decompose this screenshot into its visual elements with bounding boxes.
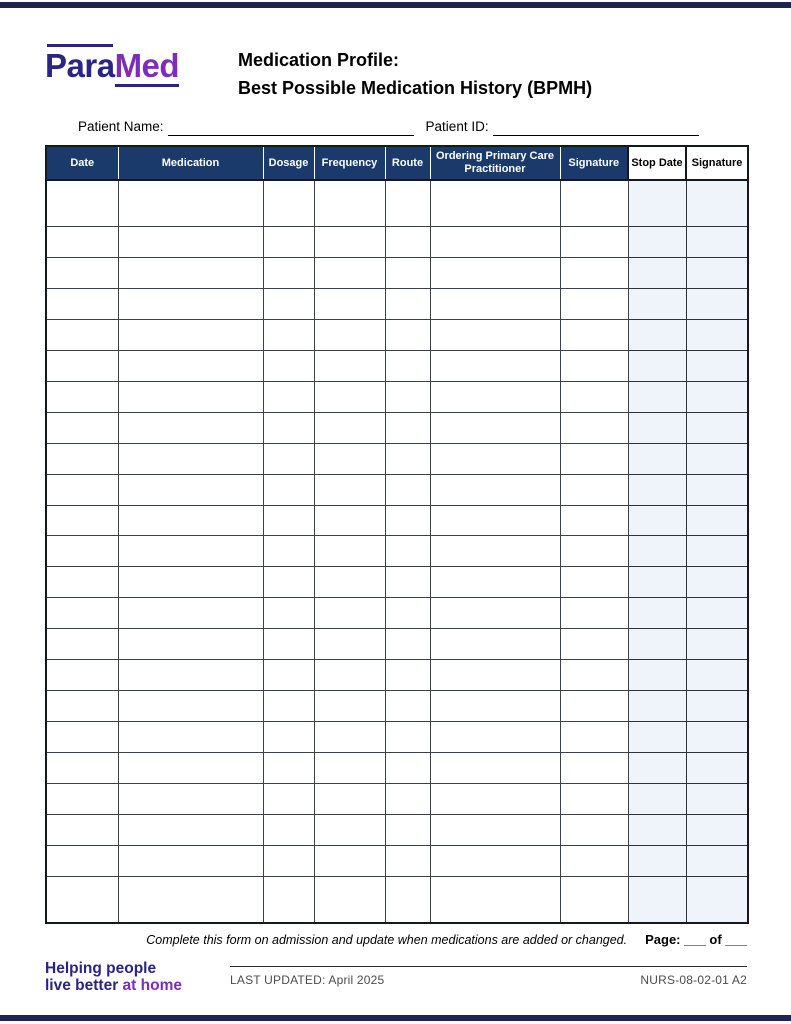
table-row bbox=[46, 474, 748, 505]
cell-route bbox=[385, 226, 430, 257]
cell-frequency bbox=[314, 474, 385, 505]
column-header-dosage: Dosage bbox=[263, 146, 314, 180]
logo-med: Med bbox=[114, 47, 180, 84]
cell-frequency bbox=[314, 598, 385, 629]
cell-date bbox=[46, 474, 118, 505]
page-title bbox=[238, 46, 592, 102]
table-row bbox=[46, 846, 748, 877]
cell-frequency bbox=[314, 629, 385, 660]
table-row bbox=[46, 536, 748, 567]
cell-route bbox=[385, 257, 430, 288]
cell-stop-date bbox=[628, 846, 686, 877]
cell-ordering-primary-care-practitioner bbox=[430, 876, 560, 923]
column-header-medication: Medication bbox=[118, 146, 263, 180]
cell-date bbox=[46, 876, 118, 923]
cell-signature bbox=[560, 815, 628, 846]
cell-dosage bbox=[263, 691, 314, 722]
cell-frequency bbox=[314, 350, 385, 381]
footer-divider bbox=[230, 966, 747, 967]
cell-signature-2 bbox=[686, 257, 748, 288]
table-row bbox=[46, 180, 748, 226]
cell-frequency bbox=[314, 226, 385, 257]
cell-signature bbox=[560, 319, 628, 350]
cell-frequency bbox=[314, 815, 385, 846]
tagline-line-2 bbox=[45, 977, 182, 994]
cell-ordering-primary-care-practitioner bbox=[430, 474, 560, 505]
cell-stop-date bbox=[628, 815, 686, 846]
cell-ordering-primary-care-practitioner bbox=[430, 257, 560, 288]
cell-ordering-primary-care-practitioner bbox=[430, 660, 560, 691]
header-row bbox=[46, 146, 748, 180]
patient-id-label: Patient ID: bbox=[425, 119, 489, 134]
last-updated-text: LAST UPDATED: April 2025 bbox=[230, 973, 385, 987]
cell-route bbox=[385, 474, 430, 505]
cell-stop-date bbox=[628, 660, 686, 691]
cell-ordering-primary-care-practitioner bbox=[430, 784, 560, 815]
cell-frequency bbox=[314, 505, 385, 536]
cell-medication bbox=[118, 350, 263, 381]
cell-stop-date bbox=[628, 629, 686, 660]
medication-table bbox=[45, 145, 749, 924]
cell-signature-2 bbox=[686, 660, 748, 691]
cell-route bbox=[385, 815, 430, 846]
cell-dosage bbox=[263, 257, 314, 288]
cell-signature-2 bbox=[686, 815, 748, 846]
cell-medication bbox=[118, 319, 263, 350]
cell-ordering-primary-care-practitioner bbox=[430, 691, 560, 722]
title-line-1: Medication Profile: bbox=[238, 50, 400, 70]
table-row bbox=[46, 815, 748, 846]
table-row bbox=[46, 443, 748, 474]
cell-signature-2 bbox=[686, 319, 748, 350]
table-row bbox=[46, 722, 748, 753]
cell-dosage bbox=[263, 567, 314, 598]
cell-medication bbox=[118, 629, 263, 660]
table-row bbox=[46, 784, 748, 815]
table-row bbox=[46, 629, 748, 660]
cell-frequency bbox=[314, 722, 385, 753]
table-row bbox=[46, 319, 748, 350]
cell-frequency bbox=[314, 567, 385, 598]
cell-signature-2 bbox=[686, 443, 748, 474]
cell-stop-date bbox=[628, 381, 686, 412]
cell-frequency bbox=[314, 784, 385, 815]
table-row bbox=[46, 660, 748, 691]
cell-dosage bbox=[263, 180, 314, 226]
cell-signature bbox=[560, 257, 628, 288]
cell-ordering-primary-care-practitioner bbox=[430, 226, 560, 257]
cell-stop-date bbox=[628, 319, 686, 350]
cell-route bbox=[385, 846, 430, 877]
cell-ordering-primary-care-practitioner bbox=[430, 753, 560, 784]
cell-ordering-primary-care-practitioner bbox=[430, 598, 560, 629]
cell-stop-date bbox=[628, 691, 686, 722]
cell-dosage bbox=[263, 350, 314, 381]
cell-date bbox=[46, 180, 118, 226]
cell-route bbox=[385, 691, 430, 722]
cell-signature bbox=[560, 598, 628, 629]
cell-frequency bbox=[314, 660, 385, 691]
logo-text bbox=[45, 47, 185, 84]
cell-date bbox=[46, 753, 118, 784]
cell-signature bbox=[560, 226, 628, 257]
cell-stop-date bbox=[628, 536, 686, 567]
cell-date bbox=[46, 288, 118, 319]
cell-frequency bbox=[314, 412, 385, 443]
tagline-line-1: Helping people bbox=[45, 960, 157, 977]
cell-dosage bbox=[263, 753, 314, 784]
cell-signature bbox=[560, 350, 628, 381]
footer-instruction: Complete this form on admission and update when medications are added or changed. bbox=[146, 933, 628, 947]
cell-signature-2 bbox=[686, 350, 748, 381]
cell-medication bbox=[118, 180, 263, 226]
logo-rule-bottom bbox=[115, 84, 179, 87]
cell-date bbox=[46, 381, 118, 412]
cell-date bbox=[46, 443, 118, 474]
cell-route bbox=[385, 505, 430, 536]
cell-route bbox=[385, 722, 430, 753]
cell-frequency bbox=[314, 288, 385, 319]
cell-dosage bbox=[263, 412, 314, 443]
cell-medication bbox=[118, 784, 263, 815]
cell-signature bbox=[560, 567, 628, 598]
cell-signature-2 bbox=[686, 288, 748, 319]
cell-dosage bbox=[263, 846, 314, 877]
cell-stop-date bbox=[628, 598, 686, 629]
column-header-date: Date bbox=[46, 146, 118, 180]
cell-signature bbox=[560, 180, 628, 226]
cell-dosage bbox=[263, 722, 314, 753]
cell-dosage bbox=[263, 815, 314, 846]
cell-stop-date bbox=[628, 412, 686, 443]
cell-signature-2 bbox=[686, 474, 748, 505]
brand-tagline bbox=[45, 960, 182, 994]
cell-frequency bbox=[314, 319, 385, 350]
cell-signature bbox=[560, 412, 628, 443]
column-header-signature: Signature bbox=[560, 146, 628, 180]
cell-ordering-primary-care-practitioner bbox=[430, 443, 560, 474]
cell-dosage bbox=[263, 381, 314, 412]
table-row bbox=[46, 753, 748, 784]
cell-ordering-primary-care-practitioner bbox=[430, 180, 560, 226]
cell-frequency bbox=[314, 381, 385, 412]
table-row bbox=[46, 598, 748, 629]
table-row bbox=[46, 691, 748, 722]
cell-signature bbox=[560, 443, 628, 474]
cell-date bbox=[46, 815, 118, 846]
cell-date bbox=[46, 319, 118, 350]
cell-route bbox=[385, 350, 430, 381]
logo-para: Para bbox=[45, 47, 115, 84]
cell-date bbox=[46, 536, 118, 567]
cell-signature bbox=[560, 381, 628, 412]
cell-signature-2 bbox=[686, 381, 748, 412]
document-code: NURS-08-02-01 A2 bbox=[640, 973, 747, 987]
cell-signature bbox=[560, 753, 628, 784]
cell-signature bbox=[560, 660, 628, 691]
column-header-ordering-primary-care-practitioner: Ordering Primary Care Practitioner bbox=[430, 146, 560, 180]
cell-ordering-primary-care-practitioner bbox=[430, 846, 560, 877]
table-row bbox=[46, 412, 748, 443]
cell-stop-date bbox=[628, 505, 686, 536]
cell-date bbox=[46, 784, 118, 815]
cell-route bbox=[385, 381, 430, 412]
cell-stop-date bbox=[628, 226, 686, 257]
table-row bbox=[46, 350, 748, 381]
cell-route bbox=[385, 753, 430, 784]
cell-dosage bbox=[263, 876, 314, 923]
cell-medication bbox=[118, 567, 263, 598]
cell-stop-date bbox=[628, 784, 686, 815]
cell-date bbox=[46, 226, 118, 257]
cell-dosage bbox=[263, 660, 314, 691]
cell-route bbox=[385, 412, 430, 443]
cell-stop-date bbox=[628, 288, 686, 319]
cell-frequency bbox=[314, 691, 385, 722]
cell-date bbox=[46, 412, 118, 443]
cell-signature-2 bbox=[686, 691, 748, 722]
cell-signature bbox=[560, 474, 628, 505]
table-row bbox=[46, 381, 748, 412]
cell-ordering-primary-care-practitioner bbox=[430, 536, 560, 567]
table-row bbox=[46, 876, 748, 923]
cell-date bbox=[46, 722, 118, 753]
cell-medication bbox=[118, 505, 263, 536]
cell-signature-2 bbox=[686, 567, 748, 598]
cell-dosage bbox=[263, 319, 314, 350]
cell-route bbox=[385, 598, 430, 629]
cell-frequency bbox=[314, 180, 385, 226]
cell-date bbox=[46, 660, 118, 691]
cell-signature-2 bbox=[686, 846, 748, 877]
cell-route bbox=[385, 319, 430, 350]
cell-signature-2 bbox=[686, 412, 748, 443]
table-row bbox=[46, 226, 748, 257]
cell-date bbox=[46, 257, 118, 288]
cell-dosage bbox=[263, 629, 314, 660]
cell-medication bbox=[118, 876, 263, 923]
cell-medication bbox=[118, 598, 263, 629]
cell-date bbox=[46, 629, 118, 660]
cell-stop-date bbox=[628, 722, 686, 753]
cell-route bbox=[385, 536, 430, 567]
tagline-accent: at home bbox=[122, 977, 182, 994]
cell-frequency bbox=[314, 536, 385, 567]
cell-stop-date bbox=[628, 350, 686, 381]
cell-ordering-primary-care-practitioner bbox=[430, 629, 560, 660]
cell-signature bbox=[560, 876, 628, 923]
table-header bbox=[46, 146, 748, 180]
cell-route bbox=[385, 288, 430, 319]
cell-stop-date bbox=[628, 443, 686, 474]
cell-medication bbox=[118, 536, 263, 567]
cell-signature-2 bbox=[686, 753, 748, 784]
cell-stop-date bbox=[628, 876, 686, 923]
cell-signature-2 bbox=[686, 629, 748, 660]
cell-route bbox=[385, 876, 430, 923]
paramed-logo bbox=[45, 44, 185, 87]
cell-route bbox=[385, 629, 430, 660]
cell-signature-2 bbox=[686, 876, 748, 923]
table-row bbox=[46, 257, 748, 288]
cell-date bbox=[46, 691, 118, 722]
cell-medication bbox=[118, 257, 263, 288]
cell-medication bbox=[118, 846, 263, 877]
column-header-signature-2: Signature bbox=[686, 146, 748, 180]
cell-stop-date bbox=[628, 180, 686, 226]
cell-signature bbox=[560, 722, 628, 753]
page-count-label: Page: ___ of ___ bbox=[645, 932, 747, 947]
cell-medication bbox=[118, 288, 263, 319]
cell-dosage bbox=[263, 443, 314, 474]
cell-frequency bbox=[314, 876, 385, 923]
cell-dosage bbox=[263, 474, 314, 505]
cell-frequency bbox=[314, 257, 385, 288]
cell-ordering-primary-care-practitioner bbox=[430, 722, 560, 753]
table-row bbox=[46, 567, 748, 598]
cell-frequency bbox=[314, 753, 385, 784]
table-row bbox=[46, 505, 748, 536]
cell-frequency bbox=[314, 846, 385, 877]
column-header-frequency: Frequency bbox=[314, 146, 385, 180]
cell-ordering-primary-care-practitioner bbox=[430, 505, 560, 536]
cell-signature-2 bbox=[686, 226, 748, 257]
cell-ordering-primary-care-practitioner bbox=[430, 350, 560, 381]
cell-date bbox=[46, 505, 118, 536]
cell-medication bbox=[118, 474, 263, 505]
cell-medication bbox=[118, 226, 263, 257]
cell-signature bbox=[560, 691, 628, 722]
cell-date bbox=[46, 846, 118, 877]
cell-medication bbox=[118, 691, 263, 722]
cell-signature-2 bbox=[686, 598, 748, 629]
patient-name-line bbox=[168, 120, 414, 136]
cell-route bbox=[385, 567, 430, 598]
cell-signature bbox=[560, 784, 628, 815]
cell-stop-date bbox=[628, 474, 686, 505]
cell-ordering-primary-care-practitioner bbox=[430, 815, 560, 846]
cell-signature-2 bbox=[686, 722, 748, 753]
cell-dosage bbox=[263, 226, 314, 257]
top-border-bar bbox=[0, 2, 791, 8]
cell-signature bbox=[560, 505, 628, 536]
cell-medication bbox=[118, 722, 263, 753]
cell-ordering-primary-care-practitioner bbox=[430, 412, 560, 443]
cell-medication bbox=[118, 412, 263, 443]
cell-stop-date bbox=[628, 257, 686, 288]
cell-medication bbox=[118, 381, 263, 412]
cell-ordering-primary-care-practitioner bbox=[430, 319, 560, 350]
column-header-stop-date: Stop Date bbox=[628, 146, 686, 180]
instruction-row bbox=[45, 932, 747, 947]
cell-dosage bbox=[263, 505, 314, 536]
tagline-line-2-text: live better bbox=[45, 977, 119, 994]
cell-route bbox=[385, 660, 430, 691]
cell-date bbox=[46, 598, 118, 629]
column-header-route: Route bbox=[385, 146, 430, 180]
cell-date bbox=[46, 350, 118, 381]
cell-route bbox=[385, 180, 430, 226]
cell-signature-2 bbox=[686, 505, 748, 536]
cell-signature bbox=[560, 846, 628, 877]
cell-signature bbox=[560, 288, 628, 319]
cell-signature-2 bbox=[686, 784, 748, 815]
cell-dosage bbox=[263, 598, 314, 629]
footer-meta bbox=[230, 973, 747, 987]
bottom-border-bar bbox=[0, 1015, 791, 1021]
cell-signature-2 bbox=[686, 536, 748, 567]
patient-fields-row bbox=[78, 118, 702, 136]
cell-dosage bbox=[263, 288, 314, 319]
cell-date bbox=[46, 567, 118, 598]
cell-medication bbox=[118, 660, 263, 691]
cell-medication bbox=[118, 443, 263, 474]
cell-dosage bbox=[263, 784, 314, 815]
cell-stop-date bbox=[628, 753, 686, 784]
patient-name-label: Patient Name: bbox=[78, 119, 164, 134]
cell-signature-2 bbox=[686, 180, 748, 226]
title-line-2: Best Possible Medication History (BPMH) bbox=[238, 78, 593, 98]
patient-id-line bbox=[493, 120, 699, 136]
table-row bbox=[46, 288, 748, 319]
table-body bbox=[46, 180, 748, 923]
cell-route bbox=[385, 443, 430, 474]
cell-frequency bbox=[314, 443, 385, 474]
cell-dosage bbox=[263, 536, 314, 567]
cell-route bbox=[385, 784, 430, 815]
cell-ordering-primary-care-practitioner bbox=[430, 381, 560, 412]
cell-medication bbox=[118, 753, 263, 784]
cell-signature bbox=[560, 536, 628, 567]
cell-signature bbox=[560, 629, 628, 660]
cell-ordering-primary-care-practitioner bbox=[430, 567, 560, 598]
cell-stop-date bbox=[628, 567, 686, 598]
cell-ordering-primary-care-practitioner bbox=[430, 288, 560, 319]
cell-medication bbox=[118, 815, 263, 846]
